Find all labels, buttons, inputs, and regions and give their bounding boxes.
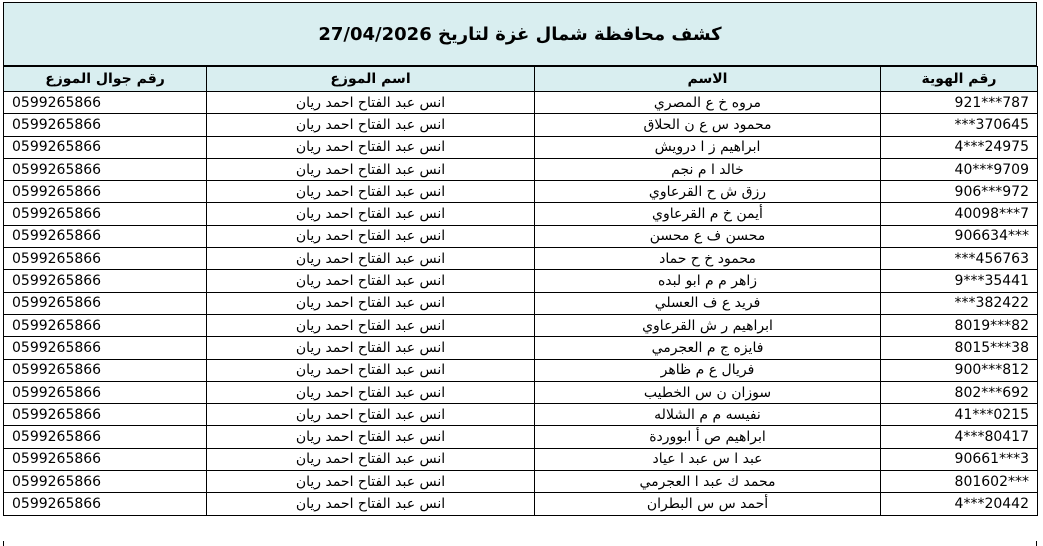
phone-text: 0599265866 xyxy=(12,161,102,178)
name-text: زاهر م م ابو لبده xyxy=(657,273,758,290)
distributor-text: انس عبد الفتاح احمد ريان xyxy=(295,206,446,223)
cell-name xyxy=(535,359,881,381)
cell-phone xyxy=(4,381,207,403)
distributor-text: انس عبد الفتاح احمد ريان xyxy=(295,451,446,468)
id-text: 906634*** xyxy=(954,228,1029,245)
table-row xyxy=(4,404,1038,426)
cell-name xyxy=(535,471,881,493)
id-text: ***382422 xyxy=(954,295,1029,312)
id-text: 906***972 xyxy=(954,183,1029,200)
phone-text: 0599265866 xyxy=(12,116,102,133)
name-text: محمود خ ح حماد xyxy=(659,250,756,267)
name-text: فريال ع م ظاهر xyxy=(660,362,755,379)
table-row xyxy=(4,92,1038,114)
phone-text: 0599265866 xyxy=(12,183,102,200)
cell-distributor xyxy=(207,404,535,426)
name-text: فريد ع ف العسلي xyxy=(654,295,761,312)
table-row xyxy=(4,270,1038,292)
table-row xyxy=(4,181,1038,203)
cell-id xyxy=(881,381,1038,403)
cell-distributor xyxy=(207,203,535,225)
name-text: محسن ف ع محسن xyxy=(649,228,766,245)
cell-phone xyxy=(4,471,207,493)
header-id: رقم الهوية xyxy=(881,67,1038,92)
report-title: كشف محافظة شمال غزة لتاريخ 27/04/2026 xyxy=(3,2,1037,66)
cell-id xyxy=(881,314,1038,336)
distributor-text: انس عبد الفتاح احمد ريان xyxy=(295,228,446,245)
cell-phone xyxy=(4,225,207,247)
cell-name xyxy=(535,314,881,336)
cell-id xyxy=(881,181,1038,203)
cell-phone xyxy=(4,404,207,426)
cell-id xyxy=(881,248,1038,270)
cell-phone xyxy=(4,181,207,203)
cell-id xyxy=(881,225,1038,247)
cell-name xyxy=(535,404,881,426)
cell-id xyxy=(881,359,1038,381)
cell-id xyxy=(881,471,1038,493)
distributor-text: انس عبد الفتاح احمد ريان xyxy=(295,473,446,490)
id-text: 90661***3 xyxy=(954,451,1029,468)
table-row xyxy=(4,448,1038,470)
phone-text: 0599265866 xyxy=(12,295,102,312)
cell-phone xyxy=(4,203,207,225)
cell-phone xyxy=(4,158,207,180)
cell-distributor xyxy=(207,92,535,114)
distributor-text: انس عبد الفتاح احمد ريان xyxy=(295,273,446,290)
phone-text: 0599265866 xyxy=(12,429,102,446)
id-text: 900***812 xyxy=(954,362,1029,379)
table-row xyxy=(4,158,1038,180)
header-name: الاسم xyxy=(535,67,881,92)
name-text: ابراهيم ص أ ابووردة xyxy=(649,429,766,446)
table-row xyxy=(4,114,1038,136)
cell-phone xyxy=(4,448,207,470)
id-text: 802***692 xyxy=(954,384,1029,401)
id-text: 921***787 xyxy=(954,94,1029,111)
distributor-text: انس عبد الفتاح احمد ريان xyxy=(295,339,446,356)
phone-text: 0599265866 xyxy=(12,451,102,468)
cell-name xyxy=(535,114,881,136)
id-text: 41***0215 xyxy=(954,406,1029,423)
name-text: فايزه ج م العجرمي xyxy=(651,339,764,356)
cell-phone xyxy=(4,337,207,359)
cell-id xyxy=(881,114,1038,136)
id-text: 801602*** xyxy=(954,473,1029,490)
cell-phone xyxy=(4,92,207,114)
cell-phone xyxy=(4,136,207,158)
table-row xyxy=(4,493,1038,515)
cell-id xyxy=(881,292,1038,314)
phone-text: 0599265866 xyxy=(12,250,102,267)
cell-id xyxy=(881,92,1038,114)
cell-distributor xyxy=(207,314,535,336)
name-text: عبد ا س عبد ا عياد xyxy=(652,451,763,468)
cell-distributor xyxy=(207,270,535,292)
id-text: 4***20442 xyxy=(954,495,1029,512)
phone-text: 0599265866 xyxy=(12,94,102,111)
distributor-text: انس عبد الفتاح احمد ريان xyxy=(295,495,446,512)
table-row xyxy=(4,314,1038,336)
phone-text: 0599265866 xyxy=(12,317,102,334)
distributor-text: انس عبد الفتاح احمد ريان xyxy=(295,362,446,379)
phone-text: 0599265866 xyxy=(12,384,102,401)
table-row xyxy=(4,203,1038,225)
phone-text: 0599265866 xyxy=(12,139,102,156)
distributor-text: انس عبد الفتاح احمد ريان xyxy=(295,317,446,334)
phone-text: 0599265866 xyxy=(12,406,102,423)
table-row xyxy=(4,225,1038,247)
distributor-text: انس عبد الفتاح احمد ريان xyxy=(295,384,446,401)
cell-distributor xyxy=(207,181,535,203)
cell-distributor xyxy=(207,493,535,515)
name-text: أيمن خ م القرعاوي xyxy=(652,206,763,223)
cell-name xyxy=(535,158,881,180)
id-text: 8019***82 xyxy=(954,317,1029,334)
cell-distributor xyxy=(207,448,535,470)
cell-id xyxy=(881,270,1038,292)
distributor-text: انس عبد الفتاح احمد ريان xyxy=(295,250,446,267)
cell-distributor xyxy=(207,471,535,493)
phone-text: 0599265866 xyxy=(12,362,102,379)
name-text: محمود س ع ن الحلاق xyxy=(643,116,772,133)
cell-distributor xyxy=(207,292,535,314)
cell-phone xyxy=(4,426,207,448)
distributor-text: انس عبد الفتاح احمد ريان xyxy=(295,116,446,133)
distribution-table xyxy=(3,66,1038,516)
cell-id xyxy=(881,493,1038,515)
id-text: 8015***38 xyxy=(954,339,1029,356)
id-text: 9***35441 xyxy=(954,273,1029,290)
phone-text: 0599265866 xyxy=(12,273,102,290)
distributor-text: انس عبد الفتاح احمد ريان xyxy=(295,183,446,200)
phone-text: 0599265866 xyxy=(12,339,102,356)
distributor-text: انس عبد الفتاح احمد ريان xyxy=(295,429,446,446)
cell-phone xyxy=(4,493,207,515)
cell-name xyxy=(535,270,881,292)
cell-distributor xyxy=(207,248,535,270)
cell-id xyxy=(881,337,1038,359)
cell-name xyxy=(535,181,881,203)
cell-id xyxy=(881,158,1038,180)
cell-phone xyxy=(4,248,207,270)
cell-id xyxy=(881,404,1038,426)
table-row xyxy=(4,337,1038,359)
header-phone: رقم جوال الموزع xyxy=(4,67,207,92)
cell-distributor xyxy=(207,136,535,158)
distributor-text: انس عبد الفتاح احمد ريان xyxy=(295,161,446,178)
phone-text: 0599265866 xyxy=(12,495,102,512)
name-text: رزق ش ح القرعاوي xyxy=(648,183,767,200)
cell-id xyxy=(881,426,1038,448)
header-distributor: اسم الموزع xyxy=(207,67,535,92)
name-text: محمد ك عبد ا العجرمي xyxy=(639,473,776,490)
table-row xyxy=(4,136,1038,158)
cell-phone xyxy=(4,359,207,381)
cell-name xyxy=(535,136,881,158)
name-text: مروه خ ع المصري xyxy=(653,94,762,111)
table-row xyxy=(4,292,1038,314)
name-text: ابراهيم ز ا درويش xyxy=(654,139,761,156)
table-row xyxy=(4,248,1038,270)
cell-name xyxy=(535,448,881,470)
table-row xyxy=(4,359,1038,381)
cell-phone xyxy=(4,292,207,314)
header-row xyxy=(4,67,1038,92)
id-text: 4***80417 xyxy=(954,429,1029,446)
cell-distributor xyxy=(207,225,535,247)
report-sheet xyxy=(3,2,1037,516)
cell-phone xyxy=(4,314,207,336)
cell-name xyxy=(535,337,881,359)
distributor-text: انس عبد الفتاح احمد ريان xyxy=(295,406,446,423)
cell-name xyxy=(535,493,881,515)
cell-phone xyxy=(4,270,207,292)
cell-distributor xyxy=(207,114,535,136)
id-text: ***370645 xyxy=(954,116,1029,133)
name-text: سوزان ن س الخطيب xyxy=(643,384,772,401)
cell-distributor xyxy=(207,381,535,403)
cell-name xyxy=(535,248,881,270)
phone-text: 0599265866 xyxy=(12,473,102,490)
phone-text: 0599265866 xyxy=(12,206,102,223)
name-text: ابراهيم ر ش القرعاوي xyxy=(642,317,773,334)
distributor-text: انس عبد الفتاح احمد ريان xyxy=(295,139,446,156)
name-text: نفيسه م م الشلاله xyxy=(654,406,761,423)
cell-id xyxy=(881,136,1038,158)
cell-distributor xyxy=(207,359,535,381)
phone-text: 0599265866 xyxy=(12,228,102,245)
cell-distributor xyxy=(207,337,535,359)
cell-name xyxy=(535,426,881,448)
table-row xyxy=(4,471,1038,493)
distributor-text: انس عبد الفتاح احمد ريان xyxy=(295,295,446,312)
id-text: 40098***7 xyxy=(954,206,1029,223)
cell-id xyxy=(881,203,1038,225)
id-text: ***456763 xyxy=(954,250,1029,267)
cell-id xyxy=(881,448,1038,470)
cell-name xyxy=(535,225,881,247)
name-text: أحمد س س البطران xyxy=(646,495,769,512)
id-text: 40***9709 xyxy=(954,161,1029,178)
table-cutoff-edge xyxy=(3,541,1037,546)
cell-name xyxy=(535,203,881,225)
table-row xyxy=(4,426,1038,448)
cell-phone xyxy=(4,114,207,136)
cell-name xyxy=(535,292,881,314)
cell-distributor xyxy=(207,158,535,180)
cell-name xyxy=(535,381,881,403)
id-text: 4***24975 xyxy=(954,139,1029,156)
table-row xyxy=(4,381,1038,403)
name-text: خالد ا م نجم xyxy=(671,161,744,178)
cell-name xyxy=(535,92,881,114)
distributor-text: انس عبد الفتاح احمد ريان xyxy=(295,94,446,111)
cell-distributor xyxy=(207,426,535,448)
